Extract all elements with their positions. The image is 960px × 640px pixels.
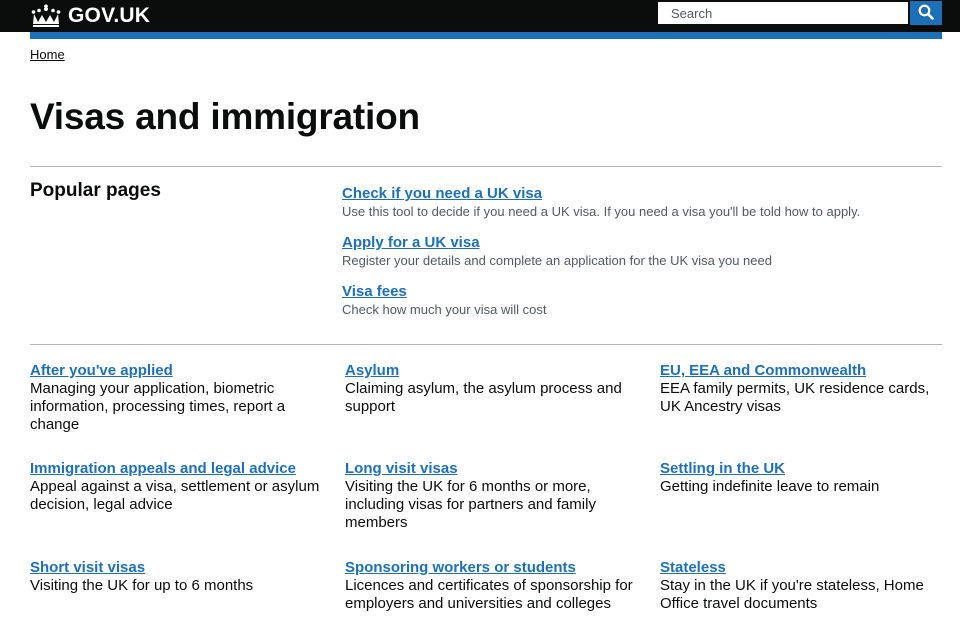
topic-description: Visiting the UK for 6 months or more, including visas for partners and family members bbox=[345, 478, 596, 531]
topic-description: Licences and certificates of sponsorship for employers and universities and colleges bbox=[345, 577, 633, 612]
topic-link-immigration-appeals[interactable]: Immigration appeals and legal advice bbox=[30, 460, 296, 477]
logo-text: GOV.UK bbox=[68, 4, 151, 27]
govuk-logo-link[interactable] bbox=[30, 3, 150, 29]
topic-link-after-applied[interactable]: After you've applied bbox=[30, 362, 173, 379]
topic-link-stateless[interactable]: Stateless bbox=[660, 559, 726, 576]
topic-link-eu-eea-commonwealth[interactable]: EU, EEA and Commonwealth bbox=[660, 362, 867, 379]
topic-item bbox=[660, 460, 950, 496]
popular-description: Register your details and complete an application for the UK visa you need bbox=[342, 253, 772, 268]
topic-description: Getting indefinite leave to remain bbox=[660, 478, 880, 495]
topic-item bbox=[660, 559, 950, 613]
search-button[interactable] bbox=[910, 1, 942, 25]
search-icon bbox=[918, 4, 934, 23]
topic-description: Appeal against a visa, settlement or asylum decision, legal advice bbox=[30, 478, 320, 513]
topic-item bbox=[345, 460, 635, 532]
topic-item bbox=[660, 362, 950, 416]
topic-link-settling-uk[interactable]: Settling in the UK bbox=[660, 460, 785, 477]
topic-item bbox=[30, 362, 320, 434]
topic-item bbox=[345, 362, 635, 416]
topic-description: Visiting the UK for up to 6 months bbox=[30, 577, 254, 594]
topic-item bbox=[345, 559, 635, 613]
popular-item bbox=[342, 185, 942, 220]
topic-link-asylum[interactable]: Asylum bbox=[345, 362, 400, 379]
page-title: Visas and immigration bbox=[30, 96, 420, 137]
topic-item bbox=[30, 559, 320, 595]
divider bbox=[30, 166, 942, 167]
topic-description: Claiming asylum, the asylum process and support bbox=[345, 380, 622, 415]
crown-icon bbox=[30, 4, 62, 28]
popular-description: Check how much your visa will cost bbox=[342, 302, 547, 317]
popular-link-check-visa[interactable]: Check if you need a UK visa bbox=[342, 185, 543, 202]
popular-pages-heading: Popular pages bbox=[30, 180, 161, 201]
topic-item bbox=[30, 460, 320, 514]
topic-link-short-visit-visas[interactable]: Short visit visas bbox=[30, 559, 146, 576]
topic-description: Stay in the UK if you're stateless, Home Office travel documents bbox=[660, 577, 924, 612]
popular-link-visa-fees[interactable]: Visa fees bbox=[342, 283, 407, 300]
topic-description: Managing your application, biometric information, processing times, report a change bbox=[30, 380, 286, 433]
topic-link-sponsoring-workers[interactable]: Sponsoring workers or students bbox=[345, 559, 576, 576]
popular-link-apply-visa[interactable]: Apply for a UK visa bbox=[342, 234, 480, 251]
popular-item bbox=[342, 283, 942, 318]
topic-description: EEA family permits, UK residence cards, UK Ancestry visas bbox=[660, 380, 930, 415]
header-accent-bar bbox=[30, 32, 942, 39]
search-input[interactable] bbox=[657, 1, 909, 25]
topic-link-long-visit-visas[interactable]: Long visit visas bbox=[345, 460, 458, 477]
breadcrumb-home[interactable]: Home bbox=[30, 47, 65, 62]
divider bbox=[30, 344, 942, 345]
popular-item bbox=[342, 234, 942, 269]
site-header bbox=[0, 0, 960, 32]
popular-description: Use this tool to decide if you need a UK visa. If you need a visa you'll be told how to apply. bbox=[342, 204, 861, 219]
